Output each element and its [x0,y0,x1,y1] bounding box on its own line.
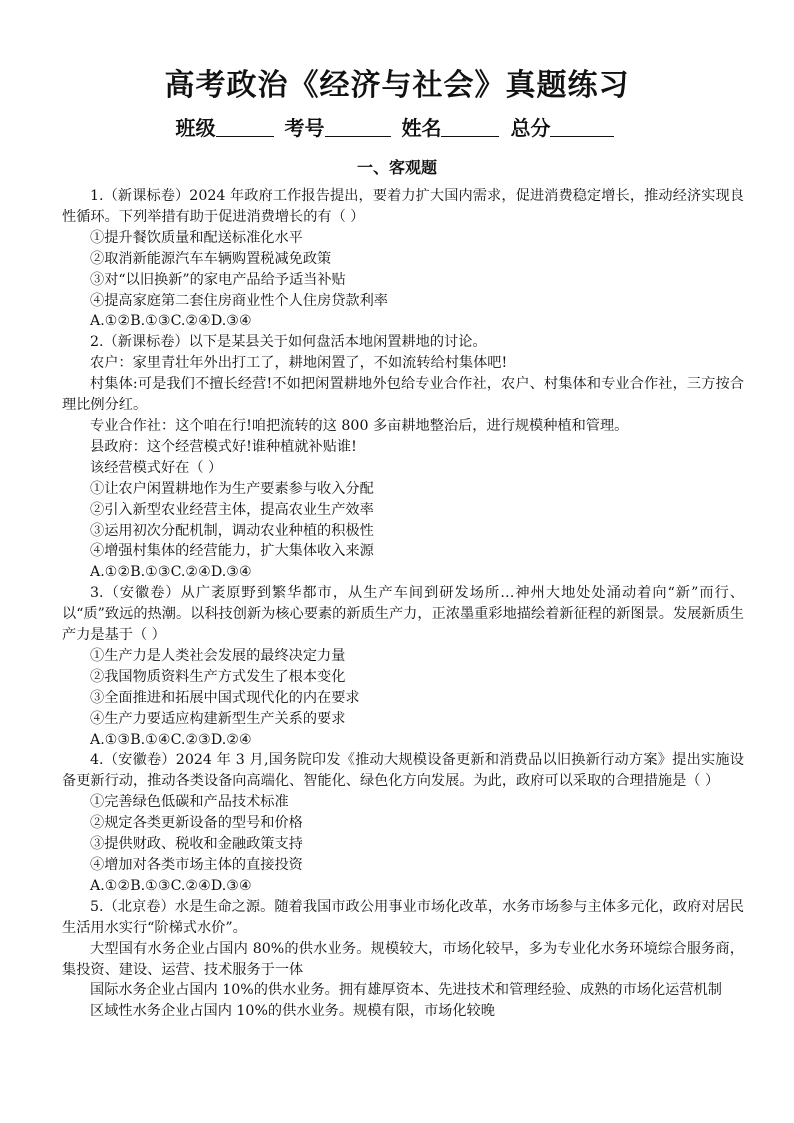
name-blank [441,135,499,137]
exam-no-label: 考号 [284,116,325,140]
question-2-option: ②引入新型农业经营主体，提高农业生产效率 [90,501,374,518]
question-2-stem: 2.（新课标卷）以下是某县关于如何盘活本地闲置耕地的讨论。 [90,334,487,351]
question-3-choices: A.①③B.①④C.②③D.②④ [90,731,252,748]
page-title: 高考政治《经济与社会》真题练习 [164,68,630,103]
question-5-stem: 5.（北京卷）水是生命之源。随着我国市政公用事业市场化改革，水务市场参与主体多元化，政府对居民生活用水实行“阶梯式水价”。 [62,898,744,936]
question-4-option: ①完善绿色低碳和产品技术标准 [90,794,289,811]
question-2-question: 该经营模式好在（ ） [90,459,223,476]
question-3-option: ③全面推进和拓展中国式现代化的内在要求 [90,689,360,706]
question-2-dialogue-line: 农户：家里青壮年外出打工了，耕地闲置了，不如流转给村集体吧! [90,355,508,372]
score-blank [550,135,614,137]
exam-no-blank [325,135,391,137]
question-4-choices: A.①②B.①③C.②④D.③④ [90,877,252,894]
question-2-dialogue-line: 县政府：这个经营模式好!谁种植就补贴谁! [90,438,357,455]
section-heading: 一、客观题 [356,158,437,177]
question-4-option: ③提供财政、税收和金融政策支持 [90,836,303,853]
question-4-stem: 4.（安徽卷）2024 年 3 月,国务院印发《推动大规模设备更新和消费品以旧换新行动方案》提出实施设备更新行动，推动各类设备向高端化、智能化、绿色化方向发展。为此，政府可以采取的合理措施是（ ） [62,752,744,790]
class-blank [216,135,274,137]
question-1-choices: A.①②B.①③C.②④D.③④ [90,313,252,330]
question-1-option: ②取消新能源汽车车辆购置税减免政策 [90,250,332,267]
question-2-option: ③运用初次分配机制，调动农业种植的积极性 [90,522,374,539]
question-4-option: ④增加对各类市场主体的直接投资 [90,857,303,873]
question-2-option: ①让农户闲置耕地作为生产要素参与收入分配 [90,480,374,497]
question-2-choices: A.①②B.①③C.②④D.③④ [90,564,252,581]
question-2-dialogue-line: 专业合作社：这个咱在行!咱把流转的这 800 多亩耕地整治后，进行规模种植和管理。 [90,417,629,434]
question-4-option: ②规定各类更新设备的型号和价格 [90,815,303,832]
question-1-option: ①提升餐饮质量和配送标准化水平 [90,229,303,246]
question-2-dialogue-line: 村集体:可是我们不擅长经营!不如把闲置耕地外包给专业合作社，农户、村集体和专业合作社，三方按合理比例分红。 [62,376,744,414]
questions [62,186,744,1022]
question-3-option: ①生产力是人类社会发展的最终决定力量 [90,647,346,664]
question-3-stem: 3.（安徽卷）从广袤原野到繁华都市，从生产车间到研发场所…神州大地处处涌动着向“新”而行、以“质”致远的热潮。以科技创新为核心要素的新质生产力，正浓墨重彩地描绘着新征程的新图景。发展新质生产力是基于（ ） [62,585,744,644]
score-label: 总分 [510,116,551,140]
question-1-stem: 1.（新课标卷）2024 年政府工作报告提出，要着力扩大国内需求，促进消费稳定增长，推动经济实现良性循环。下列举措有助于促进消费增长的有（ ） [62,188,744,225]
question-1-option: ③对“以旧换新”的家电产品给予适当补贴 [90,271,346,288]
question-3-option: ②我国物质资料生产方式发生了根本变化 [90,668,346,685]
question-5-paragraph: 国际水务企业占国内 10%的供水业务。拥有雄厚资本、先进技术和管理经验、成熟的市场化运营机制 [90,982,722,999]
question-5-paragraph: 大型国有水务企业占国内 80%的供水业务。规模较大，市场化较早，多为专业化水务环境综合服务商，集投资、建设、运营、技术服务于一体 [62,940,744,978]
question-5-paragraph: 区域性水务企业占国内 10%的供水业务。规模有限，市场化较晚 [90,1003,495,1020]
student-info-line [0,112,794,141]
class-label: 班级 [175,116,216,140]
question-1-option: ④提高家庭第二套住房商业性个人住房贷款利率 [90,292,388,309]
name-label: 姓名 [401,116,442,140]
question-2-option: ④增强村集体的经营能力，扩大集体收入来源 [90,543,374,560]
question-3-option: ④生产力要适应构建新型生产关系的要求 [90,710,346,727]
